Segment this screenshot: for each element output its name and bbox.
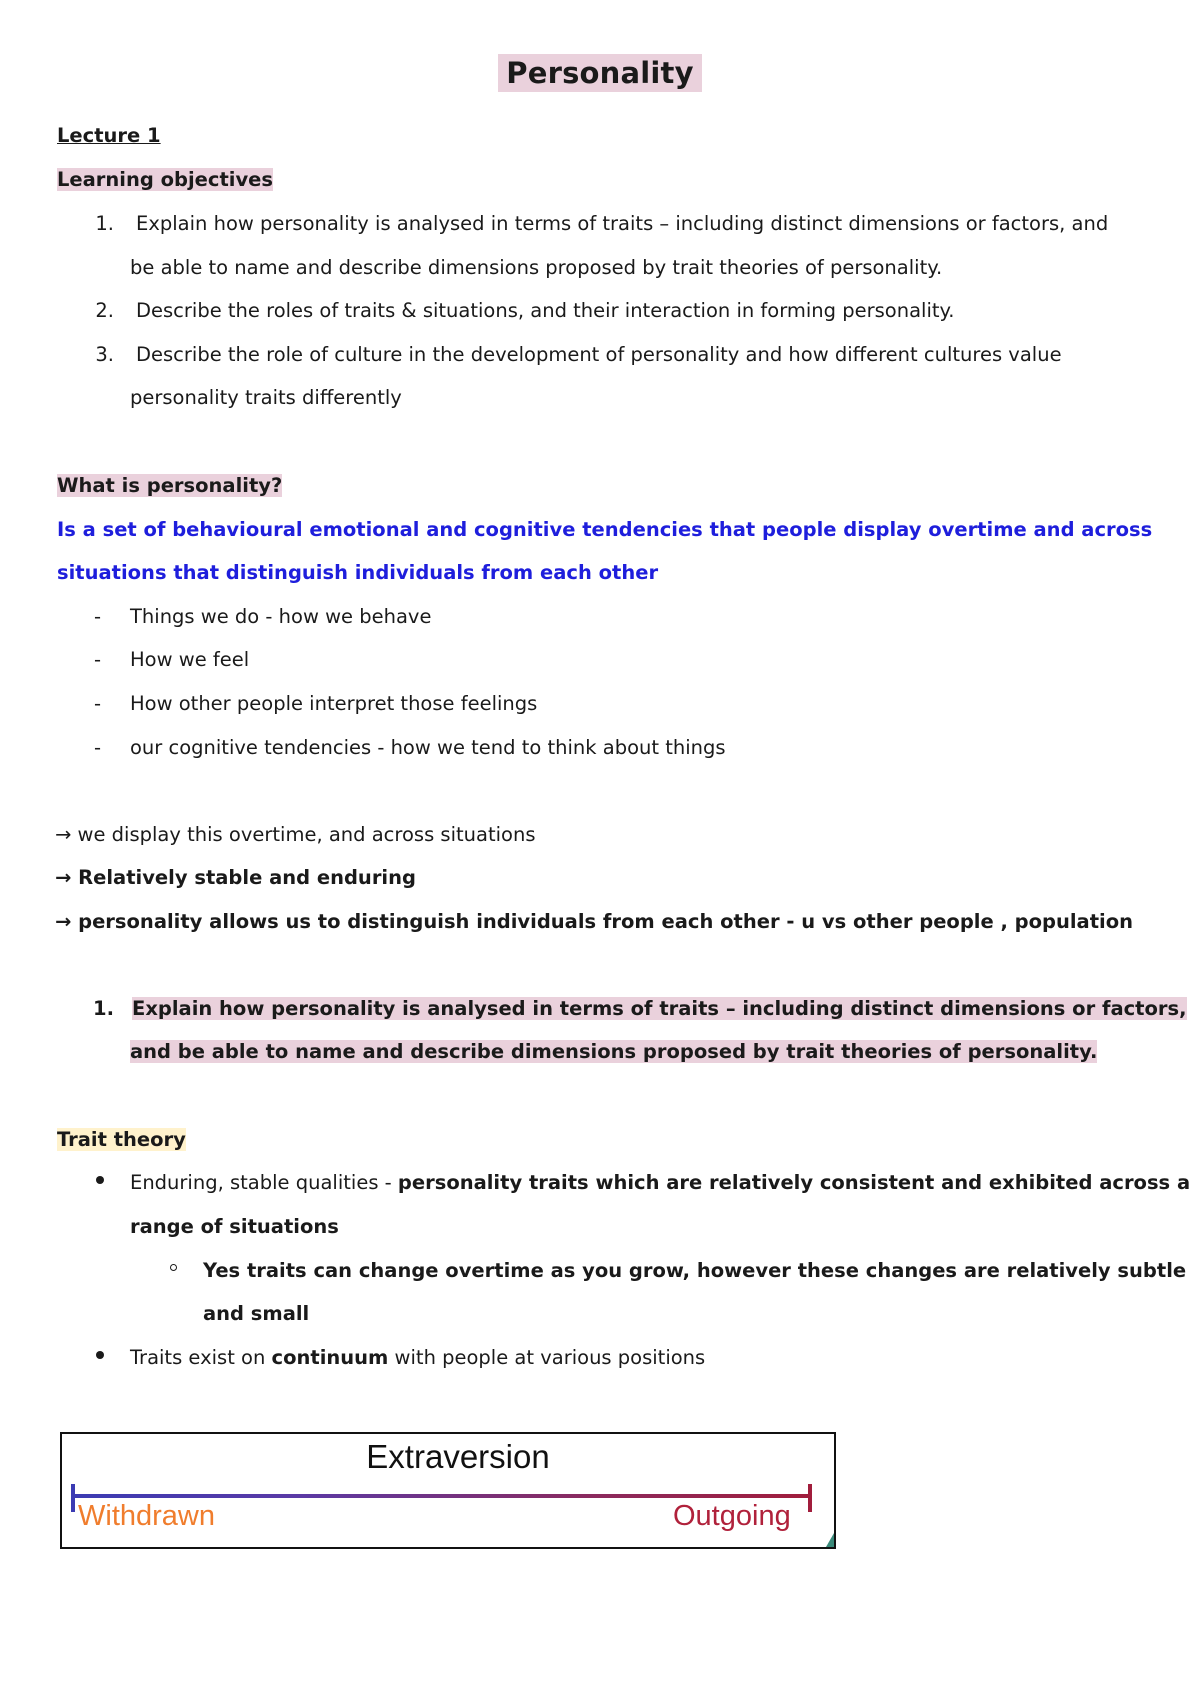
dash-marker: - (94, 736, 102, 759)
section-heading-line: and be able to name and describe dimensions proposed by trait theories of personality. (130, 1040, 1098, 1063)
what-heading: What is personality? (57, 474, 283, 497)
extraversion-diagram (60, 1432, 836, 1549)
list-item: our cognitive tendencies - how we tend to think about things (130, 736, 726, 759)
bullet-icon (96, 1176, 104, 1184)
arrow-line: → we display this overtime, and across situations (55, 823, 536, 846)
diagram-title: Extraversion (366, 1438, 550, 1475)
objective-number: 3. (95, 343, 114, 366)
resize-corner-icon (826, 1533, 834, 1547)
list-item: How other people interpret those feelings (130, 692, 538, 715)
objective-line: Describe the roles of traits & situations, and their interaction in forming personality. (136, 299, 955, 322)
bullet-text-continued: range of situations (130, 1215, 339, 1238)
bullet-icon (96, 1351, 104, 1359)
continuum-right-cap (808, 1484, 812, 1512)
lecture-heading: Lecture 1 (57, 124, 161, 147)
dash-marker: - (94, 648, 102, 671)
list-item: Things we do - how we behave (130, 605, 432, 628)
sub-bullet-icon (170, 1264, 177, 1271)
objective-number: 1. (95, 212, 114, 235)
section-number: 1. (93, 997, 114, 1020)
list-item: How we feel (130, 648, 250, 671)
dash-marker: - (94, 692, 102, 715)
dash-marker: - (94, 605, 102, 628)
page-title: Personality (0, 56, 1200, 90)
bullet-text: Enduring, stable qualities - personality traits which are relatively consistent and exhibited across a (130, 1171, 1191, 1194)
objective-number: 2. (95, 299, 114, 322)
continuum-left-label: Withdrawn (78, 1500, 215, 1532)
arrow-line: → personality allows us to distinguish individuals from each other - u vs other people , population (55, 910, 1134, 933)
definition-line: situations that distinguish individuals from each other (57, 561, 659, 584)
continuum-left-cap (71, 1484, 75, 1512)
bullet-text: Traits exist on continuum with people at various positions (130, 1346, 706, 1369)
objective-line: Describe the role of culture in the development of personality and how different cultures value (136, 343, 1062, 366)
objective-line: personality traits differently (130, 386, 402, 409)
definition-line: Is a set of behavioural emotional and cognitive tendencies that people display overtime and across (57, 518, 1153, 541)
sub-bullet-text: and small (203, 1302, 310, 1325)
objective-line: Explain how personality is analysed in terms of traits – including distinct dimensions or factors, and (136, 212, 1109, 235)
objectives-heading: Learning objectives (57, 168, 273, 191)
continuum-right-label: Outgoing (673, 1500, 791, 1532)
continuum-line (72, 1494, 812, 1498)
objective-line: be able to name and describe dimensions proposed by trait theories of personality. (130, 256, 943, 279)
arrow-line: → Relatively stable and enduring (55, 866, 416, 889)
trait-theory-heading: Trait theory (57, 1128, 186, 1151)
sub-bullet-text: Yes traits can change overtime as you grow, however these changes are relatively subtle (203, 1259, 1187, 1282)
section-heading-line: Explain how personality is analysed in terms of traits – including distinct dimensions or factors, (132, 997, 1187, 1020)
